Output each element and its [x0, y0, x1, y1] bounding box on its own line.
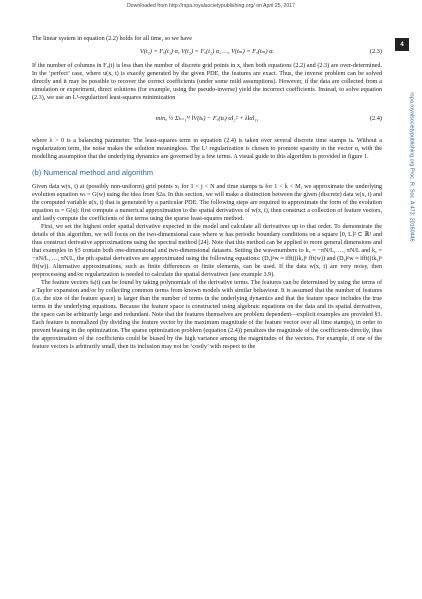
equation-number: (2.4): [369, 115, 382, 123]
paragraph: The feature vectors fₖ(t) can be found by taking polynomials of the derivative terms. The features can be determined by using the terms of a Taylor expansion and/or by collecting common terms from known models with similar behaviour. It is assumed that the number of features (i.e. the size of the feature space) is larger than the number of terms in the underlying dynamics and that the feature space includes the true terms in the underlying equations. Because the feature space is constructed using algebraic equations on the data and its spatial derivatives, the space can be arbitrarily large and redundant. Note that the features themselves are problem dependent—explicit examples are provided §3. Each feature is normalized (by dividing the feature vector by the maximum magnitude of the feature vector over all time stamps), in order to prevent biasing in the optimization. The sparse optimization problem (equation (2.4)) penalizes the magnitude of the coefficients directly, thus the approximation of the coefficients could be biased by the high variance among the magnitudes of the vectors. For example, if one of the feature vectors is arbitrarily small, then its inclusion may not be ‘costly’ with respect to the: [32, 280, 382, 351]
equation-2-4-body: minₐ ½ Σₖ₌₁ᴹ ‖V(tₖ) − Fᵤ(tₖ) α‖₂² + λ‖α‖₁,: [155, 115, 259, 123]
paragraph: First, we set the highest order spatial derivative expected in the model and calculate all derivatives up to that order. To demonstrate the details of this algorithm, we will focus on the two-dimensional case where w has periodic boundary conditions on a square [0, L]² ⊂ ℝ² and thus construct derivative approximations using the spectral method [24]. Note that this method can be applied to more general dimensions and that examples in §3 contain both one-dimensional and two-dimensional datasets. Setting the wavenumbers to kₓ = −πN/L, …, πN/L and kᵧ = −πN/L, …, πN/L, the pth spatial derivatives are approximated using the following equations: (Dₓ)ᵖw ≈ ifft((ikₓ)ᵖ fft(w)) and (Dᵧ)ᵖw ≈ ifft((ikᵧ)ᵖ fft(w)). Alternative approximations, such as finite differences or finite elements, can be used. If the data w(x, t) are very noisy, then preprocessing and/or regularization is needed to calculate the spatial derivatives (see example 3.9).: [32, 223, 382, 279]
journal-citation[interactable]: rspa.royalsocietypublishing.org Proc. R. Soc. A 473: 20160446: [409, 92, 416, 242]
paragraph: If the number of columns in Fᵤ(t) is less than the number of discrete grid points in x, then both equations (2.2) and (2.3) are over-determined. In the ‘perfect’ case, where u(x, t) is exactly generated by the given PDE, the features are exact. Thus, the inverse problem can be solved directly and it may be possible to recover the correct coefficients (under some mild assumptions). However, if the data are collected from a simulation or experiment, direct solutions (for example, using the pseudo-inverse) yield the incorrect coefficients. Instead, to solve equation (2.3), we use an L¹-regularized least-squares minimization: [32, 63, 382, 102]
equation-number: (2.3): [369, 48, 382, 56]
paragraph: Given data w(x, t) at (possibly non-uniform) grid points xⱼ for 1 < j < N and time stamps tₖ for 1 < k < M, we approximate the underlying evolution equation wₜ = G(w) using the idea from §2a. In this section, we will make a distinction between the given (discrete) data w(x, t) and the computed variable u(x, t) that is generated by a particular PDE. The following steps are required to approximate the form of the evolution equation uₜ = G(u): first compute a numerical approximation to the spatial derivatives of w(x, t), then construct a collection of feature vectors, and lastly compute the coefficients of the terms using the sparse least-squares method.: [32, 183, 382, 222]
section-heading: (b) Numerical method and algorithm: [32, 168, 154, 178]
journal-citation-sidebar: [406, 72, 418, 262]
equation-2-4: [32, 107, 382, 131]
page-number: 4: [395, 38, 409, 51]
download-notice: Downloaded from http://rspa.royalsocietypublishing.org/ on April 25, 2017: [126, 3, 296, 9]
page-body: [32, 35, 382, 352]
equation-2-3-body: V(t₁) = Fᵤ(t₁) α, V(t₂) = Fᵤ(t₂) α, …, V(tₘ) = Fᵤ(tₘ) α.: [139, 48, 275, 56]
equation-2-3: [32, 48, 382, 56]
paragraph: where λ > 0 is a balancing parameter. The least-squares term in equation (2.4) is taken over several discrete time stamps tₖ. Without a regularization term, the noise makes the solution meaningless. The L¹ regularization is chosen to promote sparsity in the vector α, with the modelling assumption that the underlying dynamics are governed by a few terms. A visual guide to this algorithm is provided in figure 1.: [32, 138, 382, 161]
intro-text: The linear system in equation (2.2) holds for all time, so we have: [32, 36, 192, 42]
